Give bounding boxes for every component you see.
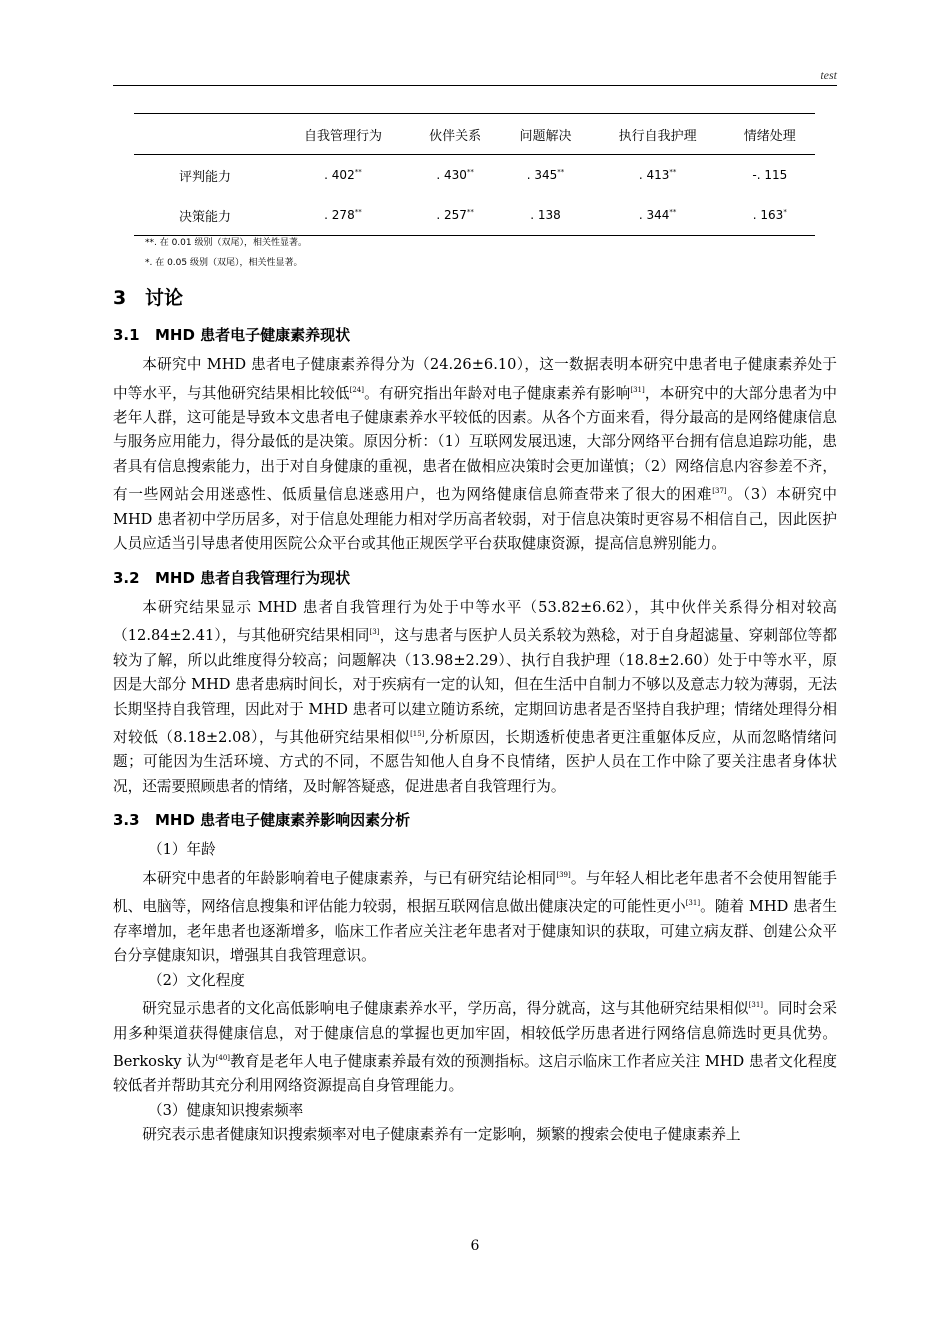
table-row <box>134 155 815 196</box>
citation: [39] <box>556 870 571 879</box>
page-number: 6 <box>470 1238 480 1254</box>
text-run: 。与年轻人相比老年患者不会使用智能手机、电脑等，网络信息搜集和评估能力较弱，根据互联网信息做出健康决定的可能性更小 <box>113 869 837 916</box>
text-run: 。随着 MHD 患者生存率增加，老年患者也逐渐增多，临床工作者应关注老年患者对于健康知识的获取，可建立病友群、创建公众平台分享健康知识，增强其自我管理意识。 <box>113 898 837 965</box>
table-header-cell: 伙伴关系 <box>410 114 500 155</box>
citation: [3] <box>369 628 380 637</box>
table-header-cell: 问题解决 <box>500 114 590 155</box>
main-content <box>113 283 837 1148</box>
table-cell: . 138 <box>500 195 590 236</box>
table-cell: . 430** <box>436 168 474 182</box>
citation: [31] <box>748 1001 764 1010</box>
citation: [31] <box>685 899 701 908</box>
subsection-heading: 3.2 MHD 患者自我管理行为现状 <box>113 568 351 587</box>
citation: [24] <box>349 385 364 394</box>
text-run: 教育是老年人电子健康素养最有效的预测指标。这启示临床工作者应关注 MHD 患者文化程度较低者并帮助其充分利用网络资源提高自身管理能力。 <box>113 1052 837 1095</box>
table-header-cell: 自我管理行为 <box>276 114 410 155</box>
table-cell: . 163* <box>725 195 815 236</box>
table-header-cell: 情绪处理 <box>725 114 815 155</box>
correlation-table <box>134 113 815 236</box>
table-cell: -. 115 <box>752 168 788 182</box>
sub-heading: （1）年龄 <box>148 841 216 859</box>
citation: [37] <box>712 487 727 496</box>
table-header-cell <box>134 114 276 155</box>
text-run: 研究显示患者的文化高低影响电子健康素养水平，学历高，得分就高，这与其他研究结果相似 <box>142 1000 749 1018</box>
text-run: 研究表示患者健康知识搜索频率对电子健康素养有一定影响，频繁的搜索会使电子健康素养上 <box>142 1126 741 1144</box>
table-cell: . 413** <box>638 168 677 182</box>
text-run: 本研究结果显示 MHD 患者自我管理行为处于中等水平（53.82±6.62），其中伙伴关系得分相对较高（12.84±2.41），与其他研究结果相同 <box>113 598 837 645</box>
table-header-cell: 执行自我护理 <box>591 114 725 155</box>
table-note: **. 在 0.01 级别（双尾），相关性显著。 <box>145 238 307 248</box>
subsection-heading: 3.1 MHD 患者电子健康素养现状 <box>113 326 351 344</box>
text-run: ，这与患者与医护人员关系较为熟稔，对于自身超滤量、穿刺部位等都较为了解，所以此维度得分较高；问题解决（13.98±2.29）、执行自我护理（18.8±2.60）处于中等水平，原因是大部分 MHD 患者患病时间长，对于疾病有一定的认知，但在生活中自制力不够以及意志力较为薄弱，无法长期坚持自我管理，因此对于 MHD 患者可以建立随访系统，定期回访患者是否坚持自我护理；情绪处理得分相对较低（8.18±2.08），与其他研究结果相似 <box>113 627 837 746</box>
sub-heading: （2）文化程度 <box>148 971 245 989</box>
paragraph <box>113 993 837 1099</box>
table-note: *. 在 0.05 级别（双尾），相关性显著。 <box>145 258 303 268</box>
table-cell: . 344** <box>591 195 725 236</box>
section-heading: 3 讨论 <box>113 287 184 309</box>
text-run: ,分析原因，长期透析使患者更注重躯体反应，从而忽略情绪问题；可能因为生活环境、方式的不同，不愿告知他人自身不良情绪，医护人员在工作中除了要关注患者身体状况，还需要照顾患者的情绪，及时解答疑惑，促进患者自我管理行为。 <box>113 728 837 795</box>
citation: [31] <box>630 385 645 394</box>
paragraph <box>113 353 837 557</box>
sub-heading: （3）健康知识搜索频率 <box>148 1101 304 1119</box>
header-rule <box>113 85 837 86</box>
table-row <box>134 195 815 236</box>
citation: [15] <box>410 730 425 739</box>
row-label: 评判能力 <box>178 169 231 185</box>
text-run: 。（3）本研究中 MHD 患者初中学历居多，对于信息处理能力相对学历高者较弱，对于信息决策时更容易不相信自己，因此医护人员应适当引导患者使用医院公众平台或其他正规医学平台获取健康资源，提高信息辨别能力。 <box>113 486 837 553</box>
paragraph <box>113 1123 837 1148</box>
text-run: ，本研究中的大部分患者为中老年人群，这可能是导致本文患者电子健康素养水平较低的因素。从各个方面来看，得分最高的是网络健康信息与服务应用能力，得分最低的是决策。原因分析：（1）互联网发展迅速，大部分网络平台拥有信息追踪功能，患者具有信息搜索能力，出于对自身健康的重视，患者在做相应决策时会更加谨慎；（2）网络信息内容参差不齐，有一些网站会用迷惑性、低质量信息迷惑用户，也为网络健康信息筛查带来了很大的困难 <box>113 384 837 504</box>
paragraph <box>113 596 837 800</box>
text-run: 本研究中 MHD 患者电子健康素养得分为（24.26±6.10），这一数据表明本研究中患者电子健康素养处于中等水平，与其他研究结果相比较低 <box>113 356 837 402</box>
citation: [40] <box>215 1054 231 1063</box>
subsection-heading: 3.3 MHD 患者电子健康素养影响因素分析 <box>113 811 411 830</box>
table-cell: . 345** <box>526 168 565 182</box>
row-label: 决策能力 <box>134 195 276 236</box>
table-header-row <box>134 114 815 155</box>
text-run: 。有研究指出年龄对电子健康素养有影响 <box>363 384 631 402</box>
paragraph <box>113 863 837 969</box>
table-cell: . 257** <box>410 195 500 236</box>
table-cell: . 402** <box>324 168 362 182</box>
table-cell: . 278** <box>276 195 410 236</box>
text-run: 本研究中患者的年龄影响着电子健康素养，与已有研究结论相同 <box>142 869 557 887</box>
table-notes <box>145 233 307 273</box>
text-run: 。同时会采用多种渠道获得健康信息，对于健康信息的掌握也更加牢固，相较低学历患者进行网络信息筛选时更具优势。Berkosky 认为 <box>113 1000 837 1070</box>
header-tag: test <box>820 68 837 82</box>
